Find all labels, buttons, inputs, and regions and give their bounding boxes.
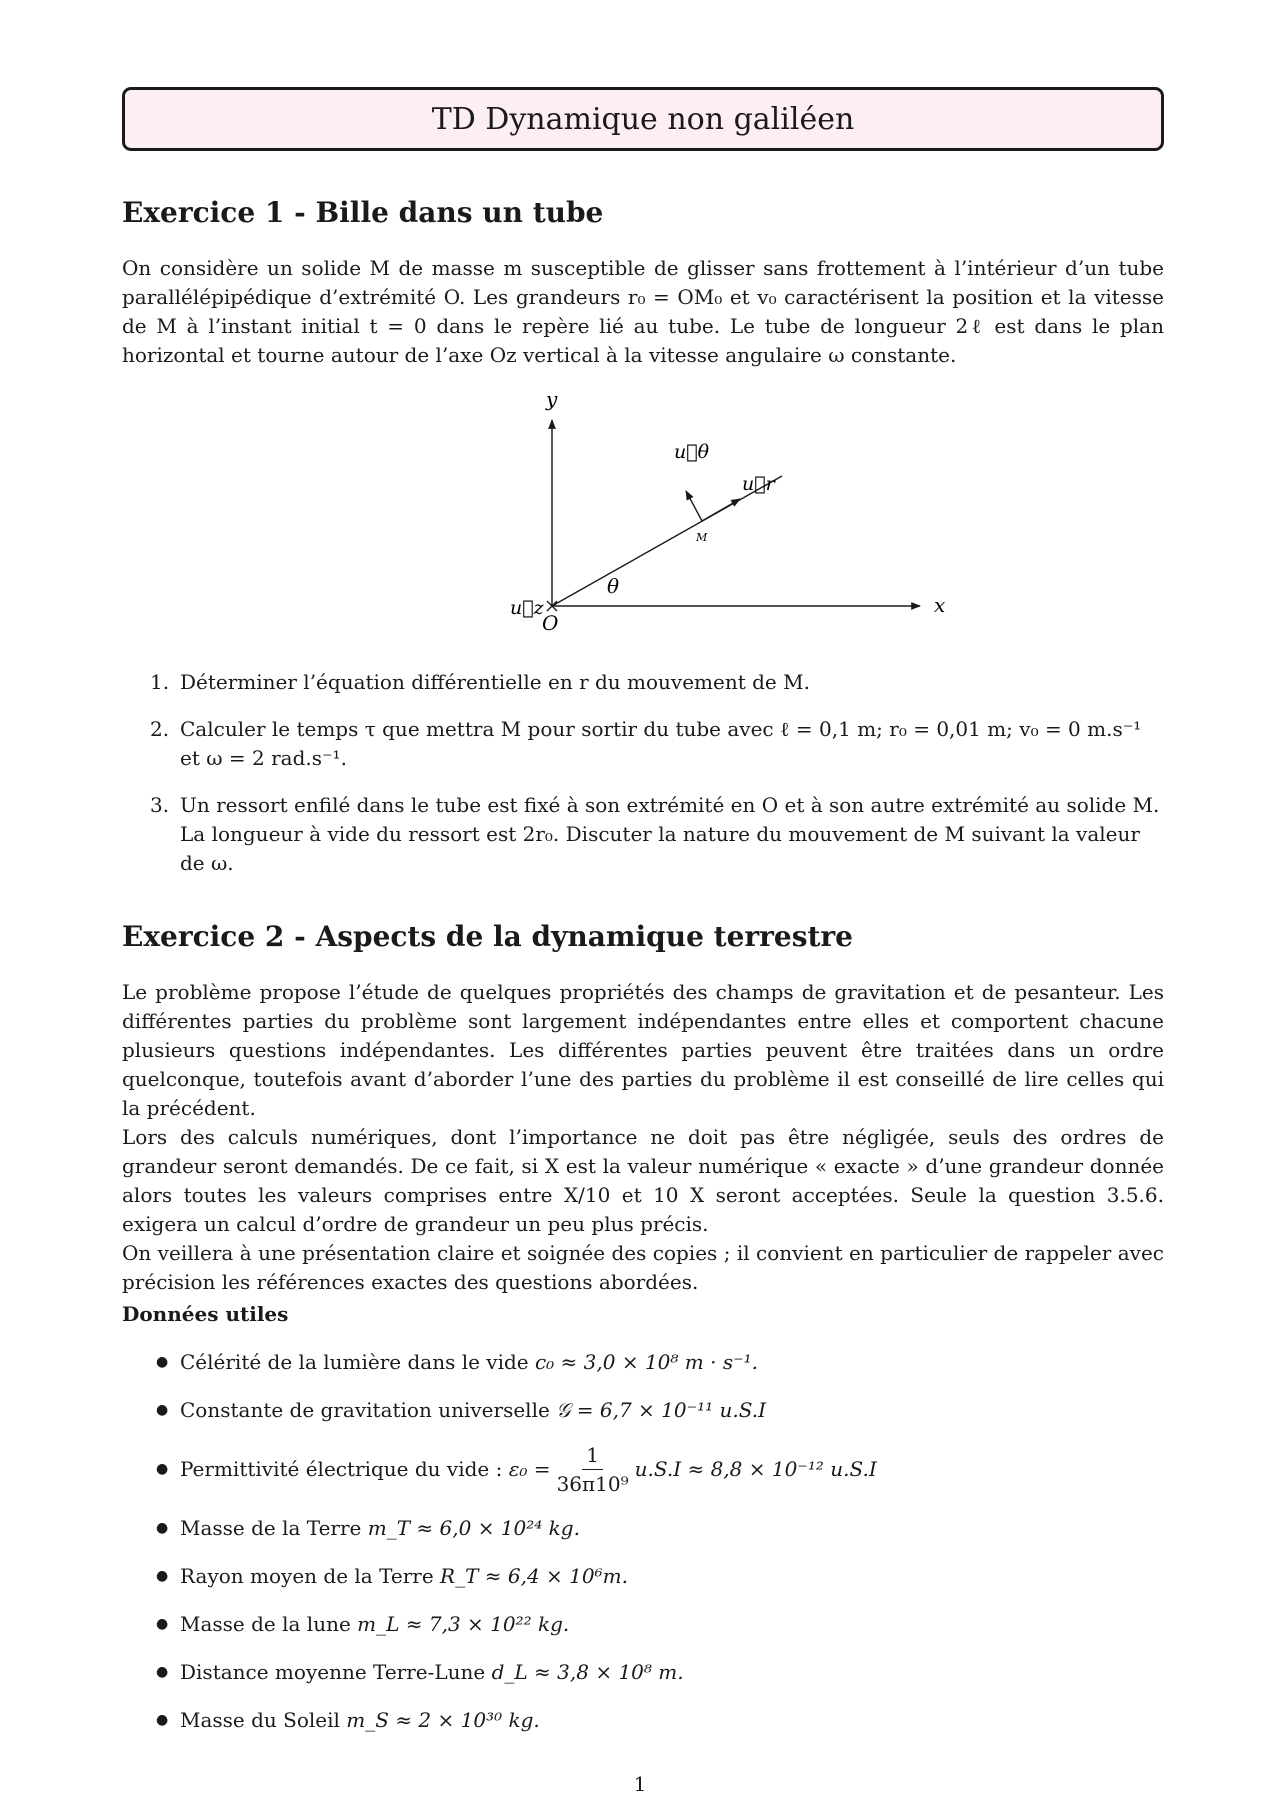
- data-item: [122, 1386, 1164, 1434]
- data-item: [122, 1434, 1164, 1504]
- origin-label: O: [542, 611, 559, 635]
- bullet-icon: ●: [156, 1616, 169, 1632]
- bullet-icon: ●: [156, 1354, 169, 1370]
- bullet-icon: ●: [156, 1461, 169, 1477]
- ur-label: u⃗r: [742, 473, 775, 495]
- data-value: d_L ≈ 3,8 × 10⁸ m.: [491, 1660, 684, 1684]
- data-value-prefix: ε₀ =: [508, 1457, 551, 1481]
- y-axis-label: y: [546, 388, 558, 411]
- exercise2-paragraph: On veillera à une présentation claire et soignée des copies ; il convient en particulier de rappeler avec précision les références exactes des questions abordées.: [122, 1241, 1164, 1294]
- utheta-vector: [686, 491, 702, 521]
- document-title: TD Dynamique non galiléen: [122, 87, 1164, 151]
- data-list: [122, 1338, 1164, 1744]
- data-label: Masse de la lune: [180, 1612, 351, 1636]
- question-3: [122, 791, 1164, 878]
- tube-line: [552, 476, 782, 606]
- data-value: m_S ≈ 2 × 10³⁰ kg.: [346, 1708, 540, 1732]
- data-value: m_L ≈ 7,3 × 10²² kg.: [357, 1612, 570, 1636]
- bullet-icon: ●: [156, 1664, 169, 1680]
- question-text: Un ressort enfilé dans le tube est fixé à son extrémité en O et à son autre extrémité au solide M. La longueur à vide du ressort est 2r₀. Discuter la nature du mouvement de M suivant la valeur de ω.: [180, 793, 1160, 875]
- data-value: 𝒢 = 6,7 × 10⁻¹¹ u.S.I: [556, 1398, 767, 1422]
- bullet-icon: ●: [156, 1402, 169, 1418]
- data-value: R_T ≈ 6,4 × 10⁶m.: [440, 1564, 628, 1588]
- data-label: Constante de gravitation universelle: [180, 1398, 550, 1422]
- theta-label: θ: [607, 574, 620, 598]
- fraction-denominator: 36π10⁹: [556, 1471, 629, 1496]
- exercise1-questions: [122, 668, 1164, 896]
- data-label: Masse du Soleil: [180, 1708, 340, 1732]
- bullet-icon: ●: [156, 1712, 169, 1728]
- exercise2-paragraph: Le problème propose l’étude de quelques propriétés des champs de gravitation et de pesanteur. Les différentes parties du problème sont largement indépendantes entre elles et comportent chacune plusieurs questions indépendantes. Les différentes parties peuvent être traitées dans un ordre quelconque, toutefois avant d’aborder l’une des parties du problème il est conseillé de lire celles qui la précédent.: [122, 980, 1164, 1120]
- ur-vector: [702, 499, 740, 521]
- data-item: [122, 1504, 1164, 1552]
- data-value: m_T ≈ 6,0 × 10²⁴ kg.: [367, 1516, 580, 1540]
- point-m-label: M: [696, 531, 708, 544]
- data-label: Permittivité électrique du vide :: [180, 1457, 503, 1481]
- question-text: Déterminer l’équation différentielle en r du mouvement de M.: [180, 670, 810, 694]
- exercise2-heading: Exercice 2 - Aspects de la dynamique terrestre: [122, 920, 853, 953]
- exercise2-intro: [122, 978, 1164, 1297]
- data-item: [122, 1600, 1164, 1648]
- fraction-numerator: 1: [582, 1443, 603, 1470]
- x-axis-label: x: [934, 593, 946, 617]
- bullet-icon: ●: [156, 1568, 169, 1584]
- data-heading: Données utiles: [122, 1302, 289, 1326]
- data-item: [122, 1696, 1164, 1744]
- exercise1-intro: [122, 254, 1164, 370]
- utheta-label: u⃗θ: [674, 441, 710, 463]
- question-number: 2.: [150, 717, 170, 741]
- data-value: c₀ ≈ 3,0 × 10⁸ m · s⁻¹.: [534, 1350, 759, 1374]
- data-value-suffix: u.S.I ≈ 8,8 × 10⁻¹² u.S.I: [634, 1457, 877, 1481]
- exercise2-paragraph: Lors des calculs numériques, dont l’importance ne doit pas être négligée, seuls des ordres de grandeur seront demandés. De ce fait, si X est la valeur numérique « exacte » d’une grandeur donnée alors toutes les valeurs comprises entre X/10 et 10 X seront acceptées. Seule la question 3.5.6. exigera un calcul d’ordre de grandeur un peu plus précis.: [122, 1125, 1164, 1236]
- data-item: [122, 1648, 1164, 1696]
- fraction: [557, 1443, 629, 1496]
- uz-label: u⃗z: [510, 597, 544, 619]
- data-item: [122, 1338, 1164, 1386]
- question-1: [122, 668, 1164, 697]
- question-number: 1.: [150, 670, 170, 694]
- data-item: [122, 1552, 1164, 1600]
- data-label: Rayon moyen de la Terre: [180, 1564, 434, 1588]
- page-number: 1: [633, 1772, 647, 1796]
- data-label: Masse de la Terre: [180, 1516, 362, 1540]
- data-label: Distance moyenne Terre-Lune: [180, 1660, 486, 1684]
- question-number: 3.: [150, 793, 170, 817]
- exercise1-heading: Exercice 1 - Bille dans un tube: [122, 196, 604, 229]
- exercise1-intro-text: On considère un solide M de masse m susceptible de glisser sans frottement à l’intérieur d’un tube parallélépipédique d’extrémité O. Les grandeurs r₀ = OM₀ et v₀ caractérisent la position et la vitesse de M à l’instant initial t = 0 dans le repère lié au tube. Le tube de longueur 2ℓ est dans le plan horizontal et tourne autour de l’axe Oz vertical à la vitesse angulaire ω constante.: [122, 256, 1164, 367]
- question-text: Calculer le temps τ que mettra M pour sortir du tube avec ℓ = 0,1 m; r₀ = 0,01 m; v₀ = 0 m.s⁻¹ et ω = 2 rad.s⁻¹.: [180, 717, 1142, 770]
- bullet-icon: ●: [156, 1520, 169, 1536]
- question-2: [122, 715, 1164, 773]
- rotating-tube-figure: [442, 388, 962, 638]
- data-label: Célérité de la lumière dans le vide: [180, 1350, 529, 1374]
